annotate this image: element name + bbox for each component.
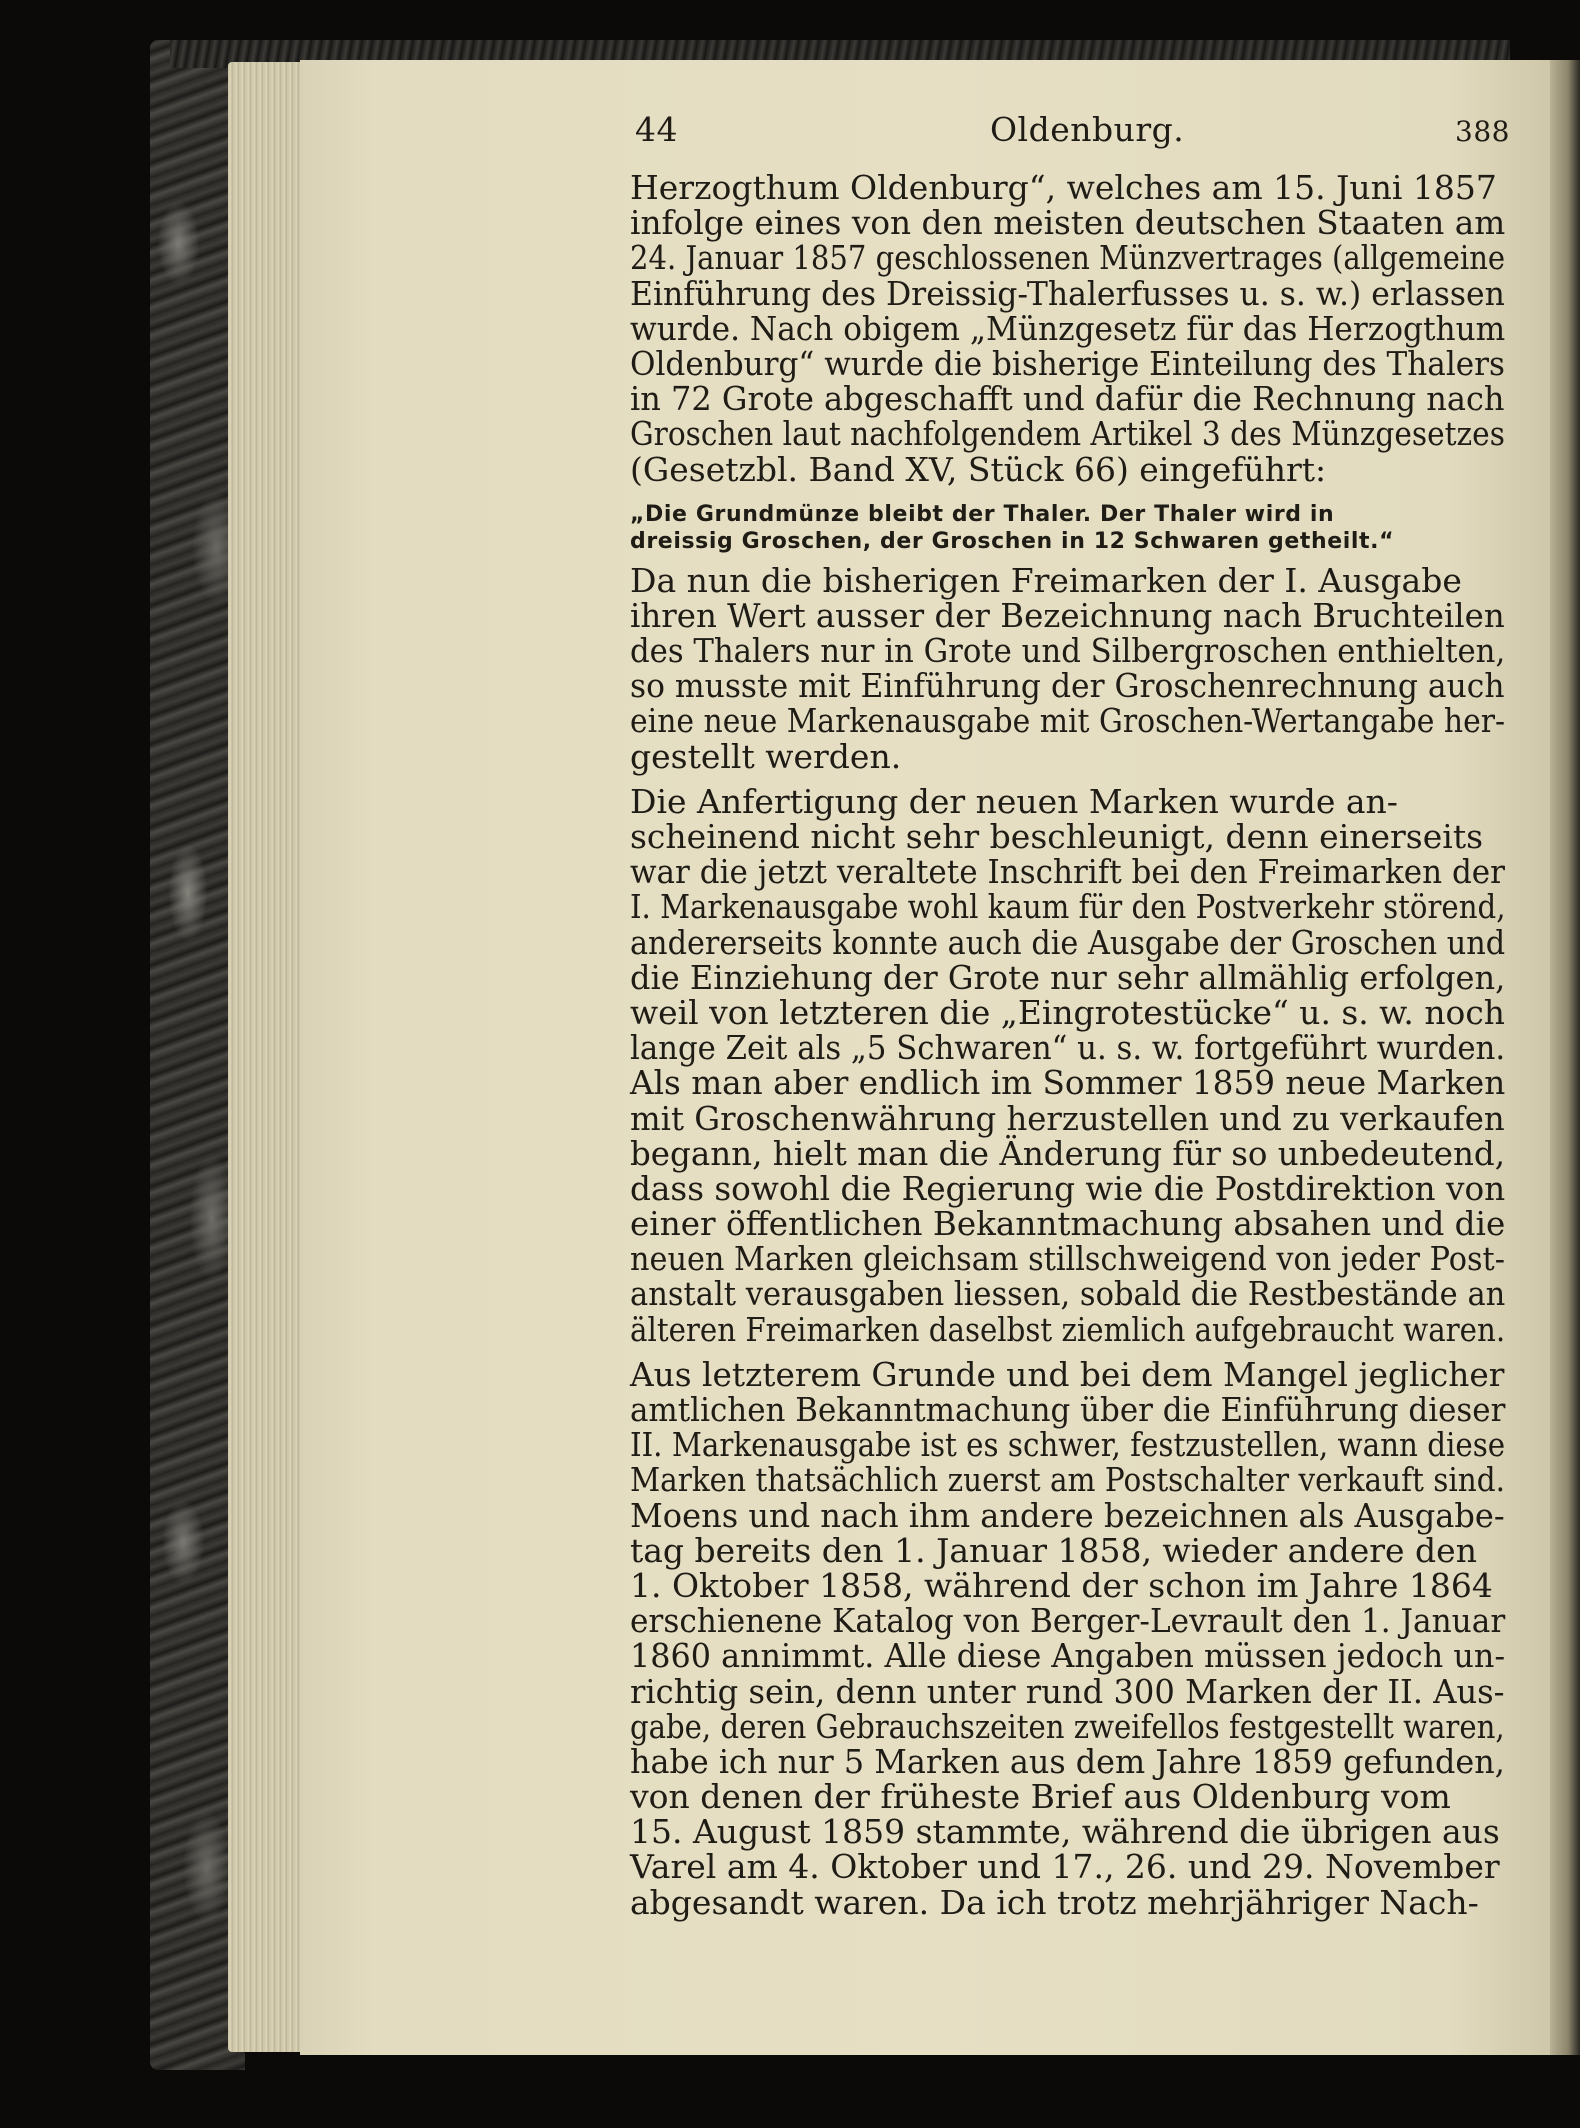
text-line: Marken thatsächlich zuerst am Postschalter verkauft sind.: [630, 1460, 1505, 1500]
text-line: habe ich nur 5 Marken aus dem Jahre 1859 gefunden,: [630, 1741, 1505, 1781]
text-line: begann, hielt man die Änderung für so unbedeutend,: [630, 1133, 1506, 1173]
text-line: ihren Wert ausser der Bezeichnung nach Bruchteilen: [630, 595, 1505, 635]
text-line: gabe, deren Gebrauchszeiten zweifellos festgestellt waren,: [630, 1706, 1505, 1746]
text-line: Die Anfertigung der neuen Marken wurde an-: [630, 781, 1398, 821]
text-line: abgesandt waren. Da ich trotz mehrjähriger Nach-: [630, 1882, 1479, 1922]
text-line: andererseits konnte auch die Ausgabe der Groschen und: [630, 922, 1506, 962]
text-line: die Einziehung der Grote nur sehr allmählig erfolgen,: [630, 957, 1506, 997]
text-line: dass sowohl die Regierung wie die Postdirektion von: [630, 1168, 1506, 1208]
block-quote: [630, 501, 1505, 555]
text-line: 15. August 1859 stammte, während die übrigen aus: [630, 1812, 1500, 1852]
text-line: in 72 Grote abgeschafft und dafür die Rechnung nach: [630, 379, 1505, 419]
text-line: Moens und nach ihm andere bezeichnen als Ausgabe-: [630, 1495, 1505, 1535]
text-line: Einführung des Dreissig-Thalerfusses u. s. w.) erlassen: [630, 273, 1505, 313]
text-line: Herzogthum Oldenburg“, welches am 15. Juni 1857: [630, 168, 1497, 207]
text-line: Groschen laut nachfolgendem Artikel 3 des Münzgesetzes: [630, 414, 1505, 454]
text-line: weil von letzteren die „Eingrotestücke“ u. s. w. noch: [630, 992, 1505, 1032]
text-line: erschienene Katalog von Berger-Levrault den 1. Januar: [630, 1601, 1506, 1641]
text-line: wurde. Nach obigem „Münzgesetz für das Herzogthum: [630, 308, 1506, 348]
text-line: tag bereits den 1. Januar 1858, wieder andere den: [630, 1530, 1477, 1570]
text-line: war die jetzt veraltete Inschrift bei den Freimarken der: [630, 852, 1505, 892]
text-line: so musste mit Einführung der Groschenrechnung auch: [630, 666, 1505, 706]
text-line: gestellt werden.: [630, 736, 902, 776]
text-line: richtig sein, denn unter rund 300 Marken der II. Aus-: [630, 1671, 1505, 1711]
text-line: scheinend nicht sehr beschleunigt, denn einerseits: [630, 817, 1484, 856]
text-line: eine neue Markenausgabe mit Groschen-Wertangabe her-: [630, 701, 1506, 741]
text-line: 24. Januar 1857 geschlossenen Münzvertrages (allgemeine: [630, 238, 1506, 278]
text-line: II. Markenausgabe ist es schwer, festzustellen, wann diese: [630, 1425, 1506, 1465]
text-line: infolge eines von den meisten deutschen Staaten am: [630, 203, 1506, 243]
text-line: amtlichen Bekanntmachung über die Einführung dieser: [630, 1390, 1506, 1429]
text-line: von denen der früheste Brief aus Oldenburg vom: [630, 1777, 1451, 1817]
text-line: I. Markenausgabe wohl kaum für den Postverkehr störend,: [630, 887, 1506, 927]
text-line: neuen Marken gleichsam stillschweigend von jeder Post-: [630, 1239, 1505, 1279]
body-text: [630, 170, 1505, 1920]
text-line: älteren Freimarken daselbst ziemlich aufgebraucht waren.: [630, 1309, 1506, 1349]
page-number-right: 388: [1455, 115, 1510, 148]
page-number-left: 44: [635, 110, 678, 149]
text-line: des Thalers nur in Grote und Silbergroschen enthielten,: [630, 631, 1506, 671]
page-gutter-shadow: [1550, 60, 1580, 2055]
text-line: Da nun die bisherigen Freimarken der I. Ausgabe: [630, 560, 1462, 600]
text-line: Aus letzterem Grunde und bei dem Mangel jeglicher: [630, 1354, 1505, 1394]
text-line: (Gesetzbl. Band XV, Stück 66) eingeführt:: [630, 449, 1327, 489]
text-line: lange Zeit als „5 Schwaren“ u. s. w. fortgeführt wurden.: [630, 1028, 1506, 1068]
text-line: 1. Oktober 1858, während der schon im Jahre 1864: [630, 1565, 1493, 1605]
quote-line: „Die Grundmünze bleibt der Thaler. Der Thaler wird in: [630, 501, 1335, 527]
quote-line: dreissig Groschen, der Groschen in 12 Schwaren getheilt.“: [630, 528, 1395, 554]
text-line: einer öffentlichen Bekanntmachung absahen und die: [630, 1204, 1506, 1244]
text-line: anstalt verausgaben liessen, sobald die Restbestände an: [630, 1274, 1506, 1314]
text-line: Varel am 4. Oktober und 17., 26. und 29. November: [630, 1847, 1500, 1887]
text-line: Oldenburg“ wurde die bisherige Einteilung des Thalers: [630, 343, 1506, 383]
text-line: 1860 annimmt. Alle diese Angaben müssen jedoch un-: [630, 1636, 1506, 1676]
text-line: Als man aber endlich im Sommer 1859 neue Marken: [630, 1063, 1506, 1103]
running-head: Oldenburg.: [990, 110, 1185, 149]
text-line: mit Groschenwährung herzustellen und zu verkaufen: [630, 1098, 1505, 1138]
